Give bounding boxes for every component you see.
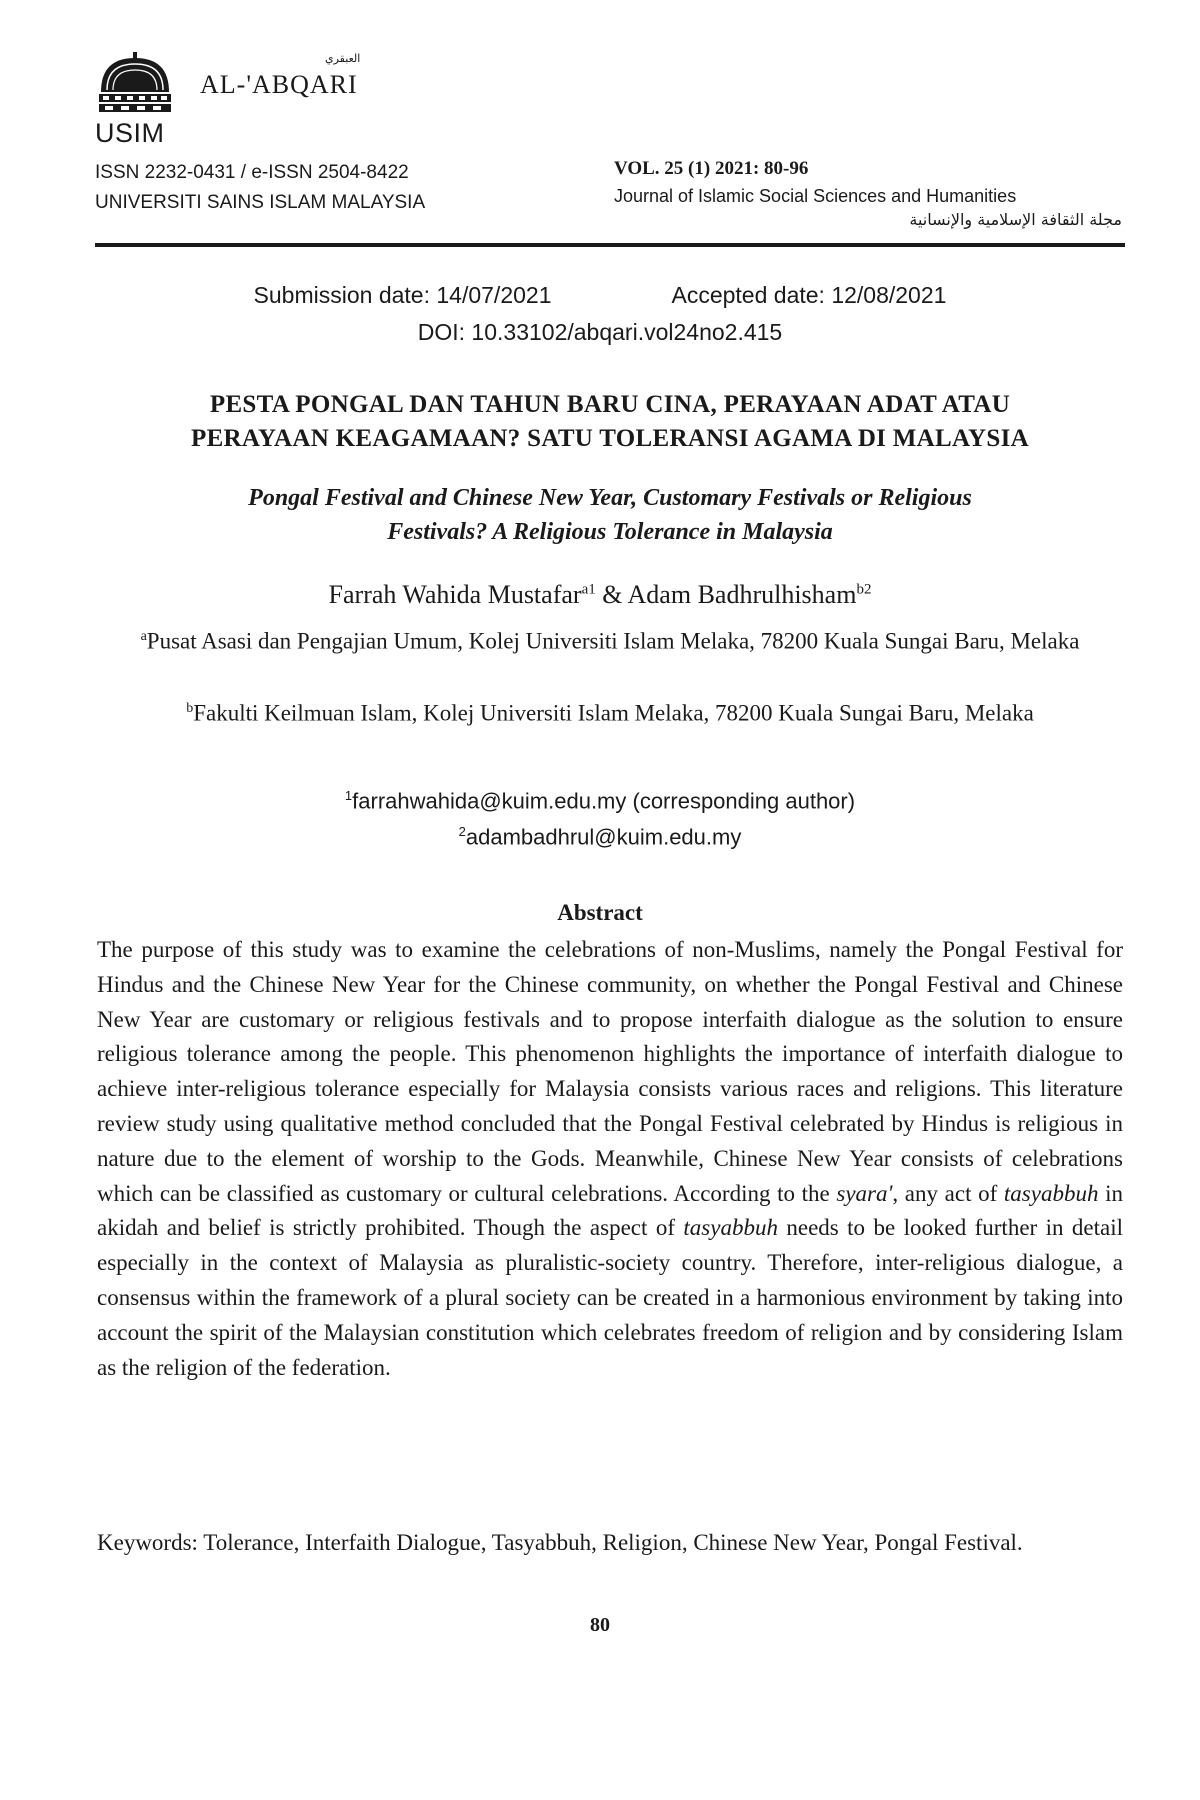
abstract-body: [97, 933, 1123, 1385]
accepted-date: Accepted date: 12/08/2021: [671, 282, 947, 308]
author-2: Adam Badhrulhisham: [627, 580, 857, 609]
title-line-1: PESTA PONGAL DAN TAHUN BARU CINA, PERAYAAN ADAT ATAU: [209, 391, 1011, 418]
email-2-sup: 2: [458, 824, 466, 839]
affiliation-a-text: Pusat Asasi dan Pengajian Umum, Kolej Universiti Islam Melaka, 78200 Kuala Sungai Baru, Melaka: [146, 628, 1080, 654]
subtitle-line-2: Festivals? A Religious Tolerance in Malaysia: [387, 519, 833, 545]
abstract-text-3: in akidah and belief is strictly prohibited. Though the aspect of: [97, 1180, 1123, 1241]
affiliation-a: [95, 620, 1125, 659]
email-2: [0, 824, 1200, 850]
affiliation-b-sup: b: [186, 701, 194, 716]
abstract-heading: Abstract: [557, 900, 643, 925]
volume-line: VOL. 25 (1) 2021: 80-96: [614, 158, 809, 179]
logo-usim: USIM: [95, 118, 165, 148]
logo-name: AL-'ABQARI: [200, 70, 358, 99]
journal-name: Journal of Islamic Social Sciences and Humanities: [614, 186, 1017, 206]
authors: [0, 580, 1200, 610]
journal-logo: [95, 52, 415, 152]
usim-crest-icon: [95, 52, 175, 116]
issn-line: ISSN 2232-0431 / e-ISSN 2504-8422: [95, 162, 409, 183]
abstract-term-tasyabbuh-1: tasyabbuh: [1003, 1180, 1099, 1206]
paper-title: [95, 388, 1125, 456]
affiliation-a-sup: a: [140, 629, 147, 644]
author-1-sup: a1: [581, 581, 596, 598]
abstract-text-2: , any act of: [892, 1180, 1004, 1206]
doi[interactable]: DOI: 10.33102/abqari.vol24no2.415: [417, 319, 783, 345]
abstract-text-4: needs to be looked further in detail especially in the context of Malaysia as pluralistic-society country. Therefore, inter-religious dialogue, a consensus within the framework of a plural society can be created in a harmonious environment by taking into account the spirit of the Malaysian constitution which celebrates freedom of religion and by considering Islam as the religion of the federation.: [97, 1215, 1123, 1380]
email-1-text[interactable]: farrahwahida@kuim.edu.my (corresponding author): [352, 788, 856, 814]
paper-subtitle: [95, 481, 1125, 549]
affiliation-b: [95, 692, 1125, 731]
email-1-sup: 1: [344, 788, 353, 803]
issn-block: [95, 158, 425, 218]
email-1: [0, 788, 1200, 814]
author-separator: &: [595, 580, 628, 609]
dates-line: [0, 282, 1200, 309]
university-line: UNIVERSITI SAINS ISLAM MALAYSIA: [95, 192, 426, 213]
affiliation-b-text: Fakulti Keilmuan Islam, Kolej Universiti Islam Melaka, 78200 Kuala Sungai Baru, Melaka: [193, 700, 1034, 726]
submission-date: Submission date: 14/07/2021: [253, 282, 552, 308]
abstract-paragraph: [97, 933, 1123, 1385]
email-2-text[interactable]: adambadhrul@kuim.edu.my: [465, 824, 742, 850]
header-rule: [95, 243, 1125, 247]
keywords: Keywords: Tolerance, Interfaith Dialogue, Tasyabbuh, Religion, Chinese New Year, Pongal Festival.: [97, 1530, 1023, 1555]
abstract-text-1: The purpose of this study was to examine the celebrations of non-Muslims, namely the Pongal Festival for Hindus and the Chinese New Year for the Chinese community, on whether the Pongal Festival and Chinese New Year are customary or religious festivals and to propose interfaith dialogue as the solution to ensure religious tolerance among the people. This phenomenon highlights the importance of interfaith dialogue to achieve inter-religious tolerance especially for Malaysia consists various races and religions. This literature review study using qualitative method concluded that the Pongal Festival celebrated by Hindus is religious in nature due to the element of worship to the Gods. Meanwhile, Chinese New Year consists of celebrations which can be classified as customary or cultural celebrations. According to the: [97, 937, 1123, 1206]
journal-arabic-name: مجلة الثقافة الإسلامية والإنسانية: [909, 210, 1122, 229]
abstract-term-syara: syara': [836, 1180, 893, 1206]
title-line-2: PERAYAAN KEAGAMAAN? SATU TOLERANSI AGAMA DI MALAYSIA: [191, 425, 1029, 452]
logo-arabic-text: العبقري: [325, 52, 361, 65]
author-1: Farrah Wahida Mustafar: [328, 580, 582, 609]
abstract-term-tasyabbuh-2: tasyabbuh: [683, 1215, 778, 1241]
subtitle-line-1: Pongal Festival and Chinese New Year, Customary Festivals or Religious: [248, 485, 972, 511]
author-2-sup: b2: [856, 581, 872, 598]
page-number: 80: [590, 1614, 610, 1636]
